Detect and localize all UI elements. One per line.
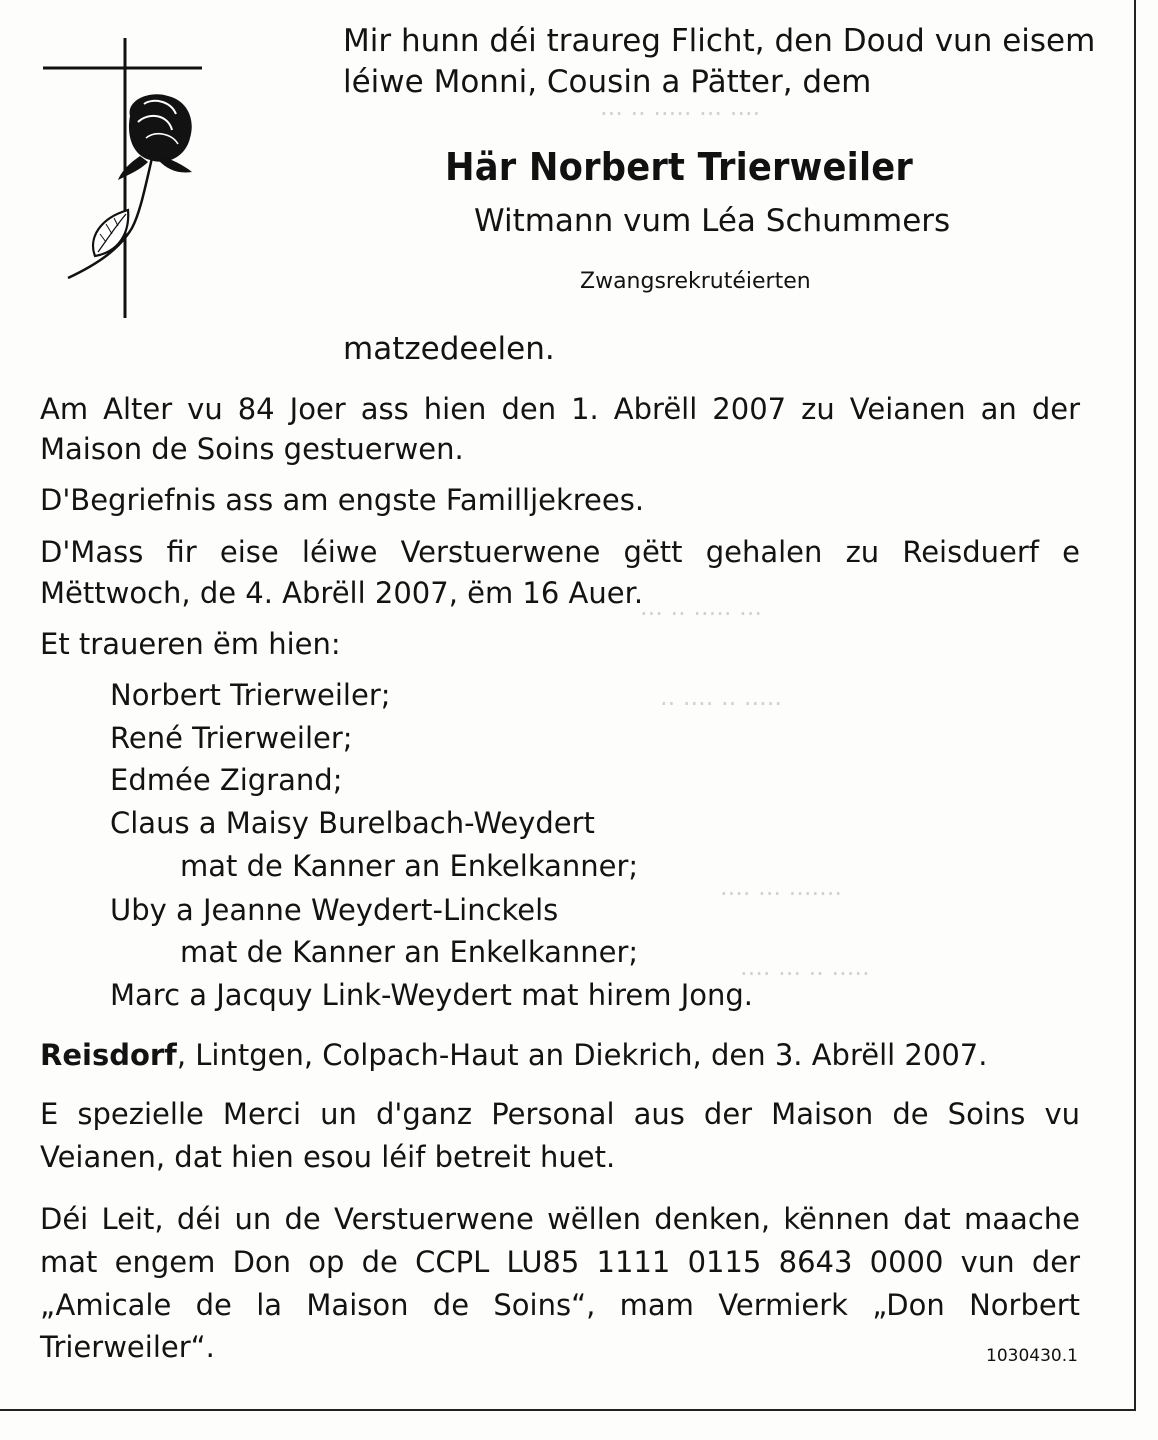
cross-with-rose-icon (40, 38, 210, 323)
donation-line-1: Déi Leit, déi un de Verstuerwene wëllen denken, kënnen dat maache (40, 1202, 1080, 1236)
mass-line-2: Mëttwoch, de 4. Abrëll 2007, ëm 16 Auer. (40, 576, 644, 610)
mourner-item: Marc a Jacquy Link-Weydert mat hirem Jong. (110, 978, 754, 1012)
designation: Zwangsrekrutéierten (580, 269, 811, 294)
intro-line-2: léiwe Monni, Cousin a Pätter, dem (343, 64, 872, 100)
place-date (40, 1038, 987, 1072)
reference-number: 1030430.1 (986, 1346, 1078, 1366)
donation-line-2: mat engem Don op de CCPL LU85 1111 0115 8643 0000 vun der (40, 1245, 1080, 1279)
mourner-item: Norbert Trierweiler; (110, 678, 391, 712)
intro-line-1: Mir hunn déi traureg Flicht, den Doud vun eisem (343, 23, 1096, 59)
mourner-item: mat de Kanner an Enkelkanner; (180, 849, 639, 883)
mourner-item: Claus a Maisy Burelbach-Weydert (110, 806, 595, 840)
death-line-2: Maison de Soins gestuerwen. (40, 432, 464, 466)
widower-of: Witmann vum Léa Schummers (474, 203, 951, 239)
thanks-line-2: Veianen, dat hien esou léif betreit huet. (40, 1140, 616, 1174)
mourner-item: mat de Kanner an Enkelkanner; (180, 935, 639, 969)
place-rest: , Lintgen, Colpach-Haut an Diekrich, den 3. Abrëll 2007. (176, 1038, 988, 1072)
donation-line-4: Trierweiler“. (40, 1330, 215, 1364)
burial: D'Begriefnis ass am engste Familljekrees. (40, 483, 645, 517)
donation-line-3: „Amicale de la Maison de Soins“, mam Vermierk „Don Norbert (40, 1288, 1080, 1322)
mourners-intro: Et traueren ëm hien: (40, 627, 341, 661)
thanks-line-1: E spezielle Merci un d'ganz Personal aus der Maison de Soins vu (40, 1097, 1080, 1131)
mass-line-1: D'Mass fir eise léiwe Verstuerwene gëtt gehalen zu Reisduerf e (40, 535, 1080, 569)
mourner-item: René Trierweiler; (110, 721, 353, 755)
death-line-1: Am Alter vu 84 Joer ass hien den 1. Abrëll 2007 zu Veianen an der (40, 392, 1080, 426)
deceased-name: Här Norbert Trierweiler (445, 145, 914, 189)
mourner-item: Edmée Zigrand; (110, 763, 343, 797)
place-bold: Reisdorf (40, 1038, 177, 1072)
mourner-item: Uby a Jeanne Weydert-Linckels (110, 893, 559, 927)
announce: matzedeelen. (343, 331, 555, 367)
